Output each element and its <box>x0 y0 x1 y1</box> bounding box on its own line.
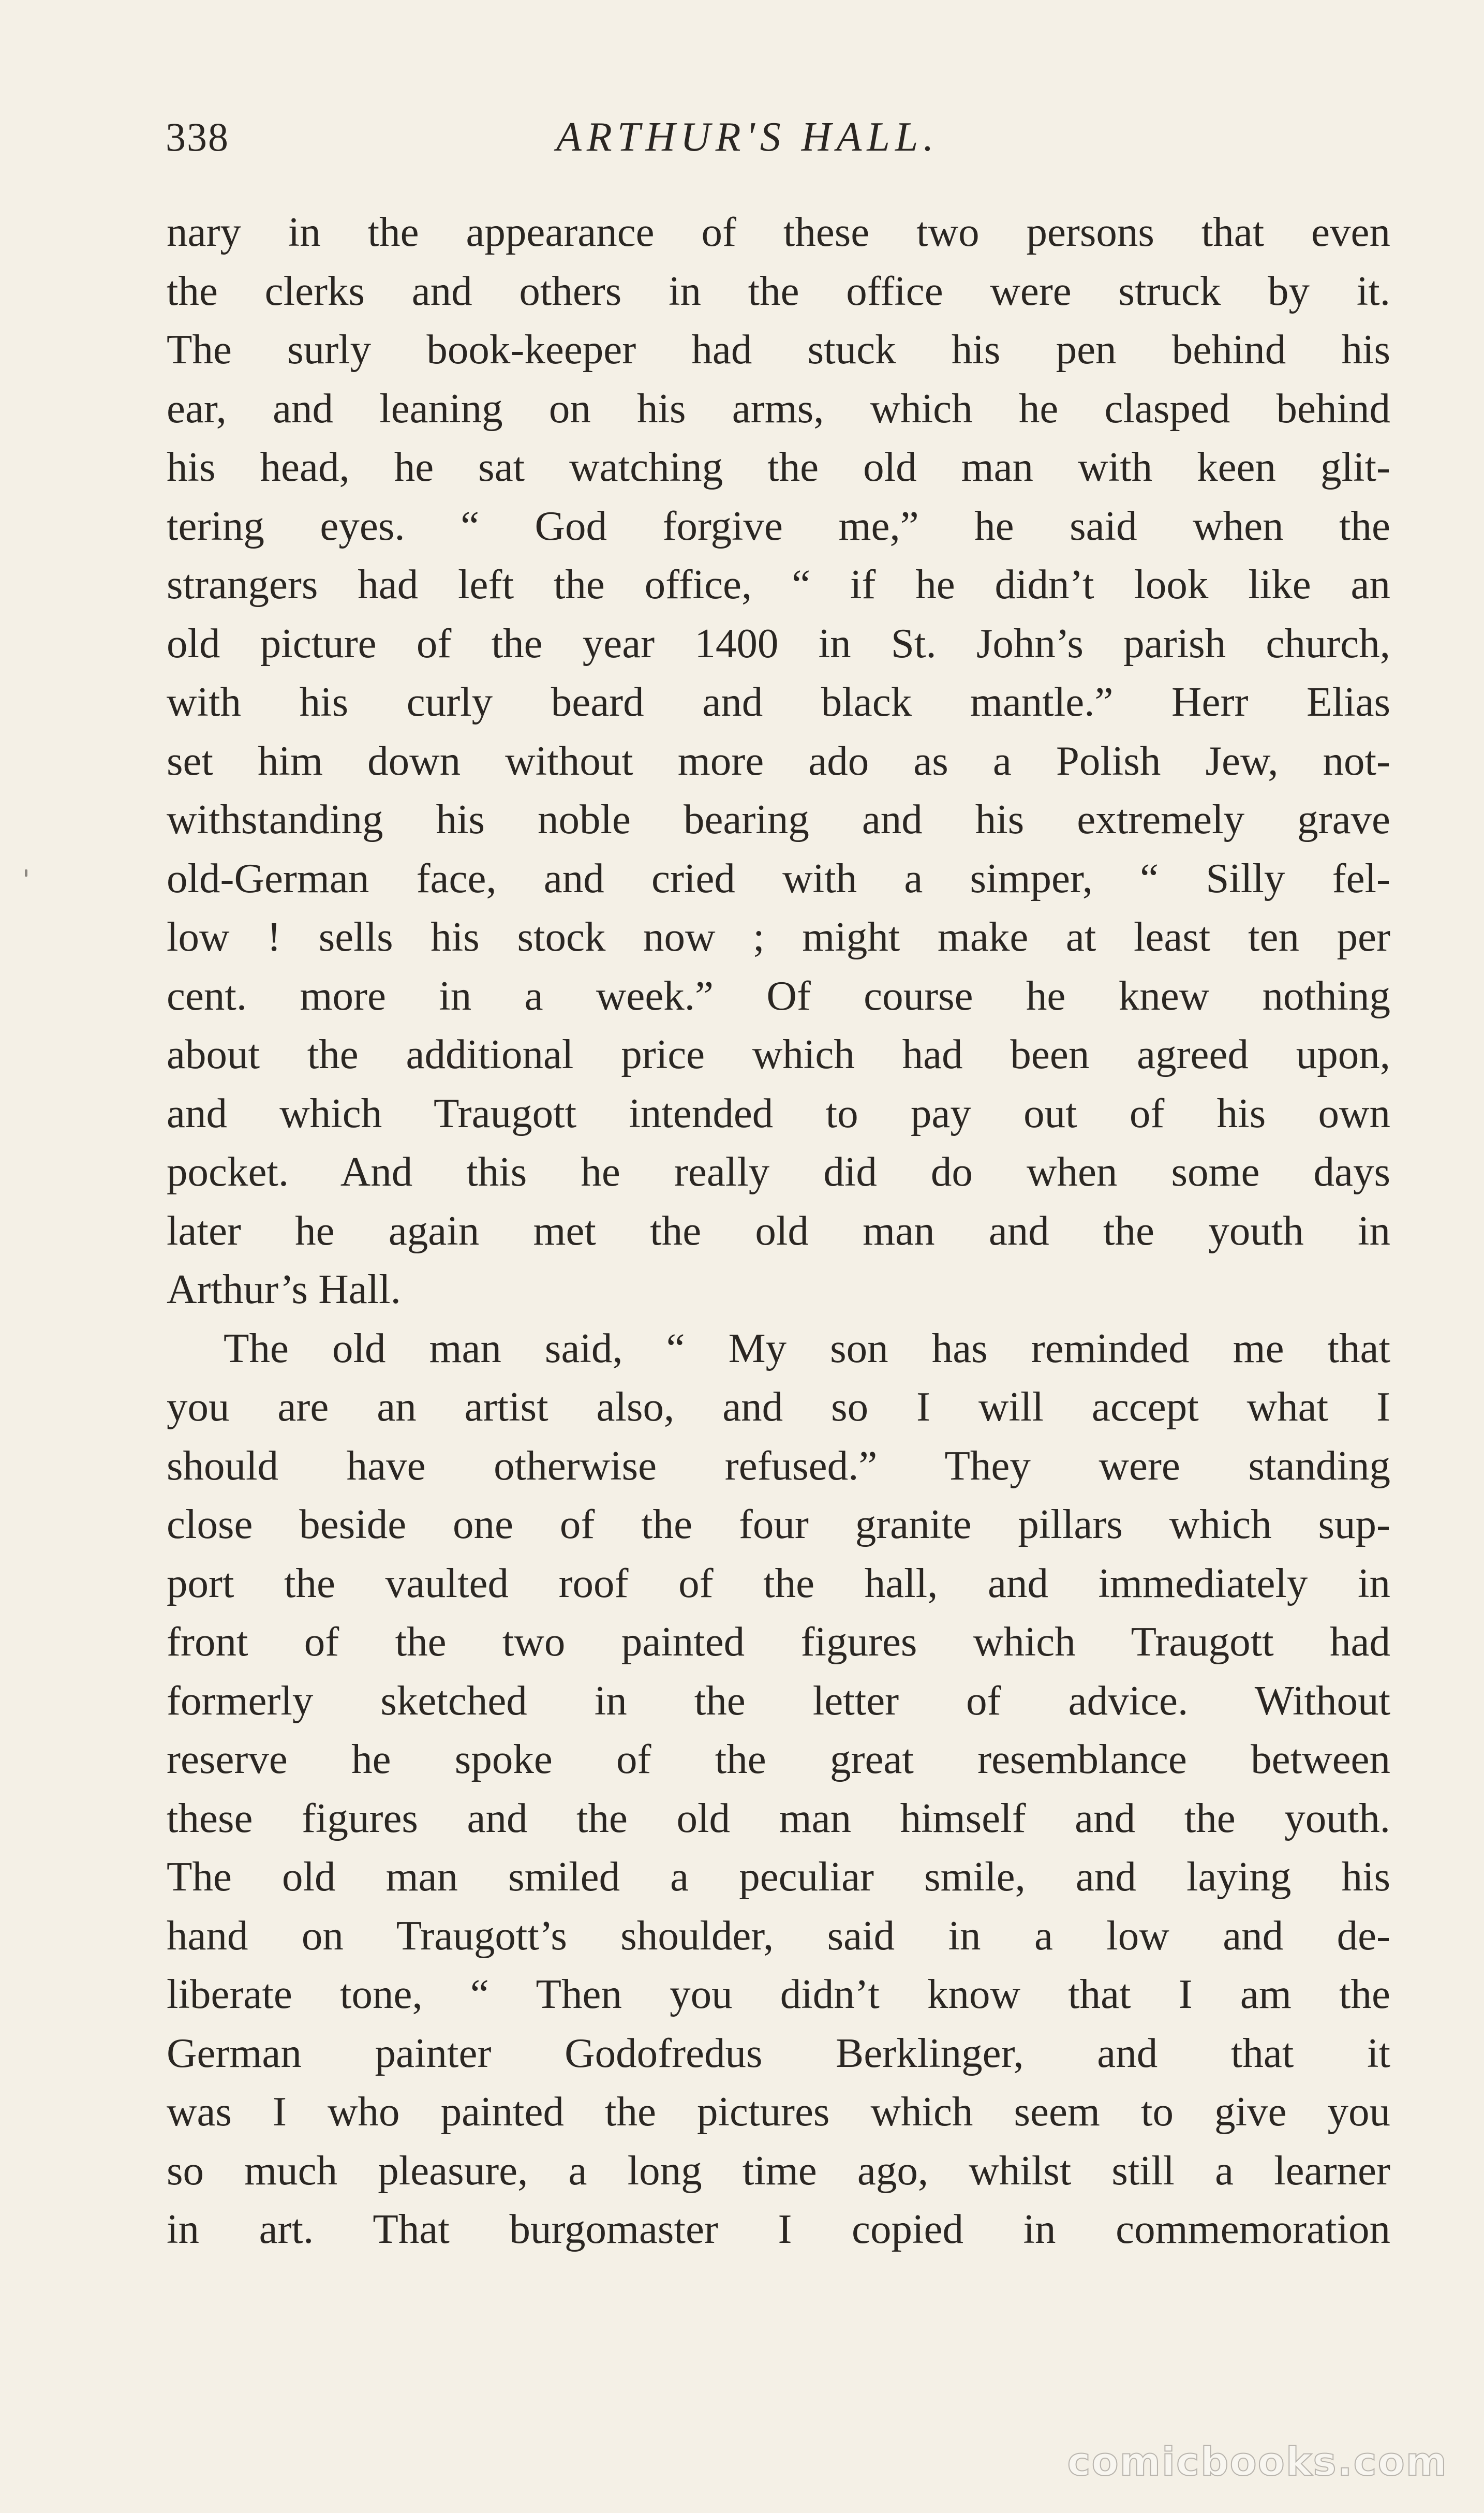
text-line: pocket. And this he really did do when some days <box>167 1148 1390 1195</box>
text-line: was I who painted the pictures which seem to give you <box>167 2088 1390 2135</box>
text-line: these figures and the old man himself and the youth. <box>167 1794 1390 1841</box>
text-line: Arthur’s Hall. <box>167 1266 401 1312</box>
text-line: with his curly beard and black mantle.” Herr Elias <box>167 678 1390 725</box>
text-line: liberate tone, “ Then you didn’t know that I am the <box>167 1971 1390 2017</box>
text-line: low ! sells his stock now ; might make at least ten per <box>167 913 1390 960</box>
text-line: ear, and leaning on his arms, which he clasped behind <box>167 385 1390 432</box>
text-line: cent. more in a week.” Of course he knew nothing <box>167 972 1390 1019</box>
text-line: old-German face, and cried with a simper, “ Silly fel- <box>167 854 1390 901</box>
text-line: should have otherwise refused.” They were standing <box>167 1442 1390 1489</box>
text-line: withstanding his noble bearing and his extremely grave <box>167 796 1390 842</box>
paper-speck <box>25 869 27 877</box>
body-text <box>167 203 1390 2259</box>
text-line: close beside one of the four granite pillars which sup- <box>167 1501 1390 1547</box>
text-line: in art. That burgomaster I copied in commemoration <box>167 2206 1390 2252</box>
text-line: about the additional price which had been agreed upon, <box>167 1031 1390 1077</box>
text-line: set him down without more ado as a Polish Jew, not- <box>167 737 1390 784</box>
text-line: his head, he sat watching the old man with keen glit- <box>167 444 1390 490</box>
text-line: strangers had left the office, “ if he didn’t look like an <box>167 561 1390 608</box>
running-title: ARTHUR'S HALL. <box>556 114 939 160</box>
text-line: The old man smiled a peculiar smile, and laying his <box>167 1853 1390 1900</box>
watermark: comicbooks.com <box>1067 2438 1448 2485</box>
text-line: the clerks and others in the office were struck by it. <box>167 267 1390 314</box>
text-line: and which Traugott intended to pay out of his own <box>167 1089 1390 1136</box>
text-line: front of the two painted figures which Traugott had <box>167 1618 1390 1665</box>
text-line: old picture of the year 1400 in St. John’s parish church, <box>167 619 1390 667</box>
text-line: The surly book-keeper had stuck his pen behind his <box>167 326 1390 373</box>
text-line: you are an artist also, and so I will accept what I <box>167 1383 1390 1430</box>
text-line: so much pleasure, a long time ago, whilst still a learner <box>167 2147 1390 2194</box>
text-line: nary in the appearance of these two persons that even <box>167 209 1390 255</box>
text-line: hand on Traugott’s shoulder, said in a low and de- <box>167 1912 1390 1959</box>
text-line: The old man said, “ My son has reminded me that <box>224 1324 1390 1371</box>
text-line: later he again met the old man and the youth in <box>167 1207 1390 1254</box>
text-line: German painter Godofredus Berklinger, and that it <box>167 2029 1390 2076</box>
page-header <box>166 111 1389 173</box>
text-line: formerly sketched in the letter of advice. Without <box>167 1677 1390 1724</box>
text-line: reserve he spoke of the great resemblance between <box>167 1736 1390 1782</box>
text-line: tering eyes. “ God forgive me,” he said when the <box>167 502 1390 549</box>
text-line: port the vaulted roof of the hall, and immediately in <box>167 1559 1390 1606</box>
page-number: 338 <box>166 114 229 159</box>
